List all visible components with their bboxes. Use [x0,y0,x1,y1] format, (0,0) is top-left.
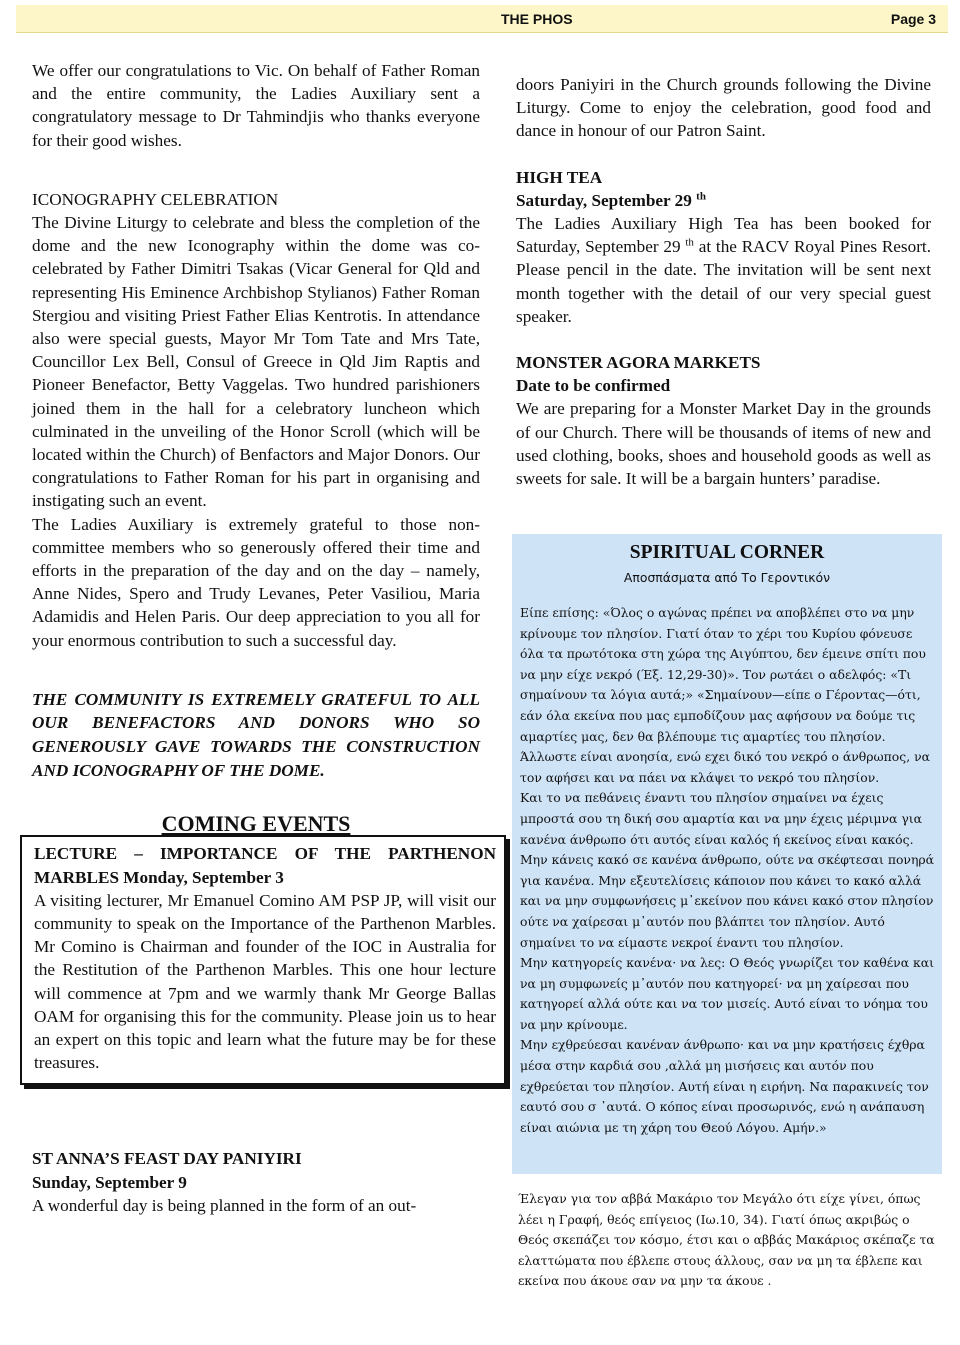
coming-events-heading: COMING EVENTS [161,811,351,837]
iconography-heading: ICONOGRAPHY CELEBRATION [32,189,279,209]
intro-paragraph: We offer our congratulations to Vic. On behalf of Father Roman and the entire community, the Ladies Auxiliary sent a congratulatory message to Dr Tahmindjis who thanks everyone for their good wishes. [32,61,480,150]
spiritual-paragraph: Μην εχθρεύεσαι κανέναν άνθρωπο· και να μην κρατήσεις έχθρα μέσα στην καρδιά σου ,αλλά μη μισήσεις και αυτόν που εχθρεύεται τον πλησίον. Αυτή είναι η ειρήνη. Να παρακινείς τον εαυτό σου σ ᾽αυτά. Ο κόπος είναι προσωρινός, ενώ η ανάπαυση είναι αιώνια με τη χάρη του Θεού Λόγου. Αμήν.» [520,1037,929,1135]
grateful-statement: THE COMMUNITY IS EXTREMELY GRATEFUL TO ALL OUR BENEFACTORS AND DONORS WHO SO GENEROUSLY GAVE TOWARDS THE CONSTRUCTION AND ICONOGRAPHY OF THE DOME. [32,689,480,780]
spiritual-corner-text [520,603,938,1138]
stanna-paragraph: A wonderful day is being planned in the form of an out- [32,1195,417,1215]
page-header [16,5,948,33]
lecture-box [20,835,506,1085]
hightea-heading: HIGH TEA [516,167,603,187]
lecture-paragraph: A visiting lecturer, Mr Emanuel Comino AM PSP JP, will visit our community to speak on the Importance of the Parthenon Marbles. Mr Comino is Chairman and founder of the IOC in Australia for the Restitution of the Parthenon Marbles. This one hour lecture will commence at 7pm and we warmly thank Mr George Ballas OAM for organising this for the community. Please join us to hear an expert on this topic and learn what the future may be for these treasures. [34,890,496,1073]
agora-heading: MONSTER AGORA MARKETS [516,353,761,373]
spiritual-corner-title: SPIRITUAL CORNER [629,542,825,563]
stanna-continued: doors Paniyiri in the Church grounds following the Divine Liturgy. Come to enjoy the celebration, good food and dance in honour of our Patron Saint. [516,75,931,141]
macarius-passage [518,1189,938,1292]
hightea-date: Saturday, September 29 $^{th}$ [516,190,706,210]
stanna-heading: ST ANNA’S FEAST DAY PANIYIRI [32,1149,302,1169]
macarius-paragraph: Έλεγαν για τον αββά Μακάριο τον Μεγάλο ότι είχε γίνει, όπως λέει η Γραφή, θεός επίγειος (Ιω.10, 34). Γιατί όπως ακριβώς ο Θεός σκεπάζει τον κόσμο, έτσι και ο αββάς Μακάριος σκέπαζε τα ελαττώματα που έβλεπε στους άλλους, σαν να μη τα έβλεπε και εκείνα που άκουε σαν να μην τα άκουε . [518,1191,935,1289]
spiritual-paragraph: Μην κατηγορείς κανένα· να λες: Ο Θεός γνωρίζει τον καθένα και να μη συμφωνείς μ᾽αυτόν που κατηγορεί· να μη χαίρεσαι που κατηγορεί αλλά ούτε και να τον μισείς. Αυτό είναι το νόημα του να μην κρίνουμε. [520,955,934,1032]
right-column [516,73,931,490]
lecture-heading: LECTURE – IMPORTANCE OF THE PARTHENON MARBLES Monday, September 3 [34,844,496,887]
ladies-paragraph: The Ladies Auxiliary is extremely grateful to those non-committee members who so generously offered their time and efforts in the preparation of the day and on the day – namely, Anne Nides, Spero and Trudy Levanes, Peter Vasiliou, Maria Adamidis and Helen Paris. Our deep appreciation to you all for your enormous contribution to such a successful day. [32,514,480,650]
iconography-paragraph: The Divine Liturgy to celebrate and bless the completion of the dome and the new Iconography within the dome was co-celebrated by Father Dimitri Tsakas (Vicar General for Qld and representing His Eminence Archbishop Stylianos) Father Roman Stergiou and visiting Priest Father Elias Kentrotis. In attendance also were special guests, Mayor Mr Tom Tate and Mrs Tate, Councillor Lex Bell, Consul of Greece in Qld Jim Raptis and Pioneer Benefactor, Betty Vaggelas. Two hundred parishioners joined them in the hall for a celebratory luncheon which culminated in the unveiling of the Honor Scroll (which will be located within the Church) of Benfactors and Major Donors. Our congratulations to Father Roman for his part in organising and instigating such an event. [32,213,480,511]
hightea-paragraph: The Ladies Auxiliary High Tea has been booked for Saturday, September 29 $^{th}$ at the RACV Royal Pines Resort. Please pencil in the date. The invitation will be sent next month together with the detail of our very special guest speaker. [516,214,931,326]
publication-name: THE PHOS [501,11,573,27]
page-number: Page 3 [890,11,936,27]
spiritual-paragraph: Και το να πεθάνεις έναντι του πλησίον σημαίνει να έχεις μπροστά σου τη δική σου αμαρτία και να μην έχεις μέριμνα για κανένα άνθρωπο ότι αυτός είναι καλός ή εκείνος είναι κακός. Μην κάνεις κακό σε κανένα άνθρωπο, ούτε να σκέφτεσαι πονηρά για κανένα. Μην εξευτελίσεις κάποιον που κάνει το κακό αλλά και να μην συμφωνήσεις μ᾽εκείνον που κάνει κακό στον πλησίον ούτε να χαίρεσαι μ᾽αυτόν που βλάπτει τον πλησίον. Αυτό σημαίνει το να είμαστε νεκροί έναντι του πλησίον. [520,790,935,950]
spiritual-corner-box [512,534,942,1174]
spiritual-corner-subtitle: Αποσπάσματα από Το Γεροντικόν [623,570,831,585]
stanna-date: Sunday, September 9 [32,1172,187,1192]
spiritual-paragraph: Είπε επίσης: «Όλος ο αγώνας πρέπει να αποβλέπει στο να μην κρίνουμε τον πλησίον. Γιατί όταν το χέρι του Κυρίου φόνευσε όλα τα πρωτότοκα στη χώρα της Αιγύπτου, δεν έμεινε σπίτι που να μην είχε νεκρό (Έξ. 12,29-30)». Τον ρωτάει ο αδελφός: «Τι σημαίνουν τα λόγια αυτά;» «Σημαίνουν—είπε ο Γέροντας—ότι, εάν όλα εκείνα που μας εμποδίζουν μας αφήσουν να δούμε τις αμαρτίες μας, δεν θα βλέπουμε τις αμαρτίες του πλησίον. Άλλωστε είναι ανοησία, ενώ εχει δικό του νεκρό ο άνθρωπος, να τον αφήσει και να πάει να κλάψει το νεκρό του πλησίον. [520,605,930,785]
agora-paragraph: We are preparing for a Monster Market Day in the grounds of our Church. There will be thousands of items of new and used clothing, books, shoes and household goods as well as sweets for sale. It will be a bargain hunters’ paradise. [516,399,931,489]
agora-date: Date to be confirmed [516,376,671,396]
left-column [32,59,496,1217]
